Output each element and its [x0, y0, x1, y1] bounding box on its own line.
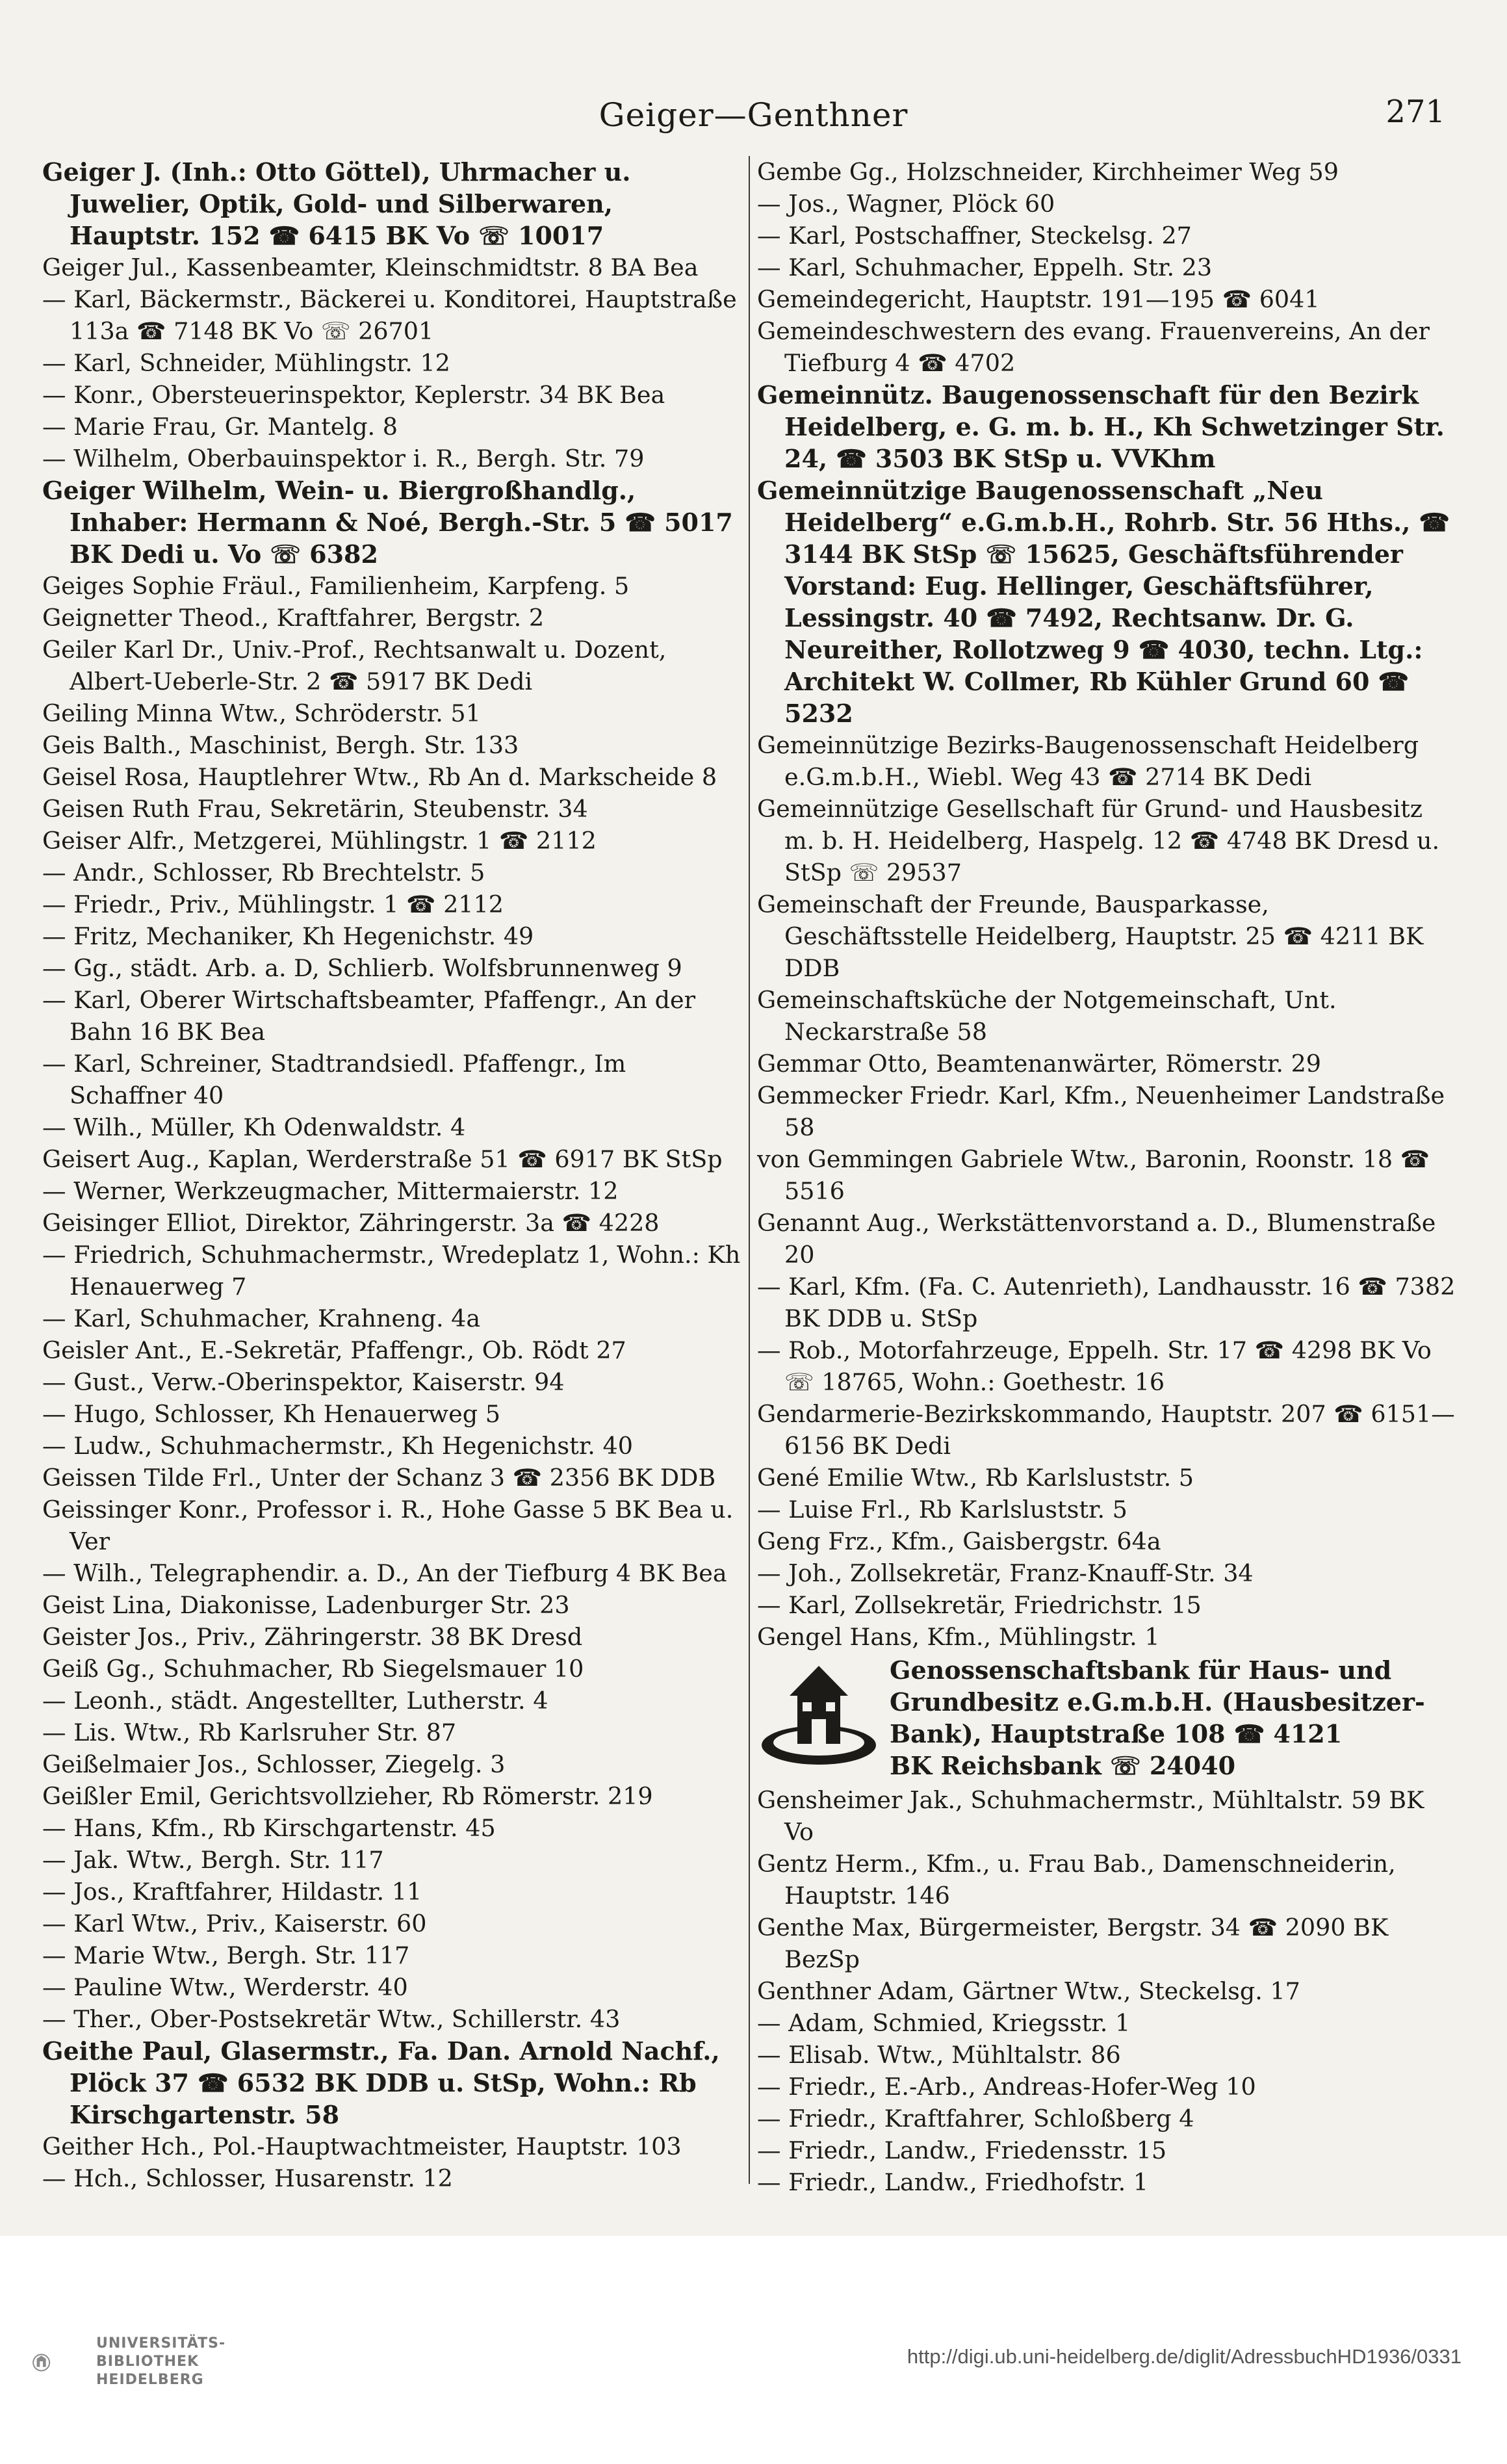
directory-entry: — Karl, Zollsekretär, Friedrichstr. 15: [757, 1591, 1202, 1619]
directory-entry: — Adam, Schmied, Kriegsstr. 1: [757, 2009, 1131, 2037]
directory-entry: Geist Lina, Diakonisse, Ladenburger Str. 23: [42, 1591, 570, 1619]
page-number: 271: [1385, 94, 1445, 130]
directory-entry: Geisler Ant., E.-Sekretär, Pfaffengr., Ob. Rödt 27: [42, 1336, 626, 1364]
directory-entry: — Marie Frau, Gr. Mantelg. 8: [42, 413, 398, 441]
directory-entry: — Karl, Schreiner, Stadtrandsiedl. Pfaffengr., Im Schaffner 40: [42, 1050, 626, 1109]
directory-entry: Gemmar Otto, Beamtenanwärter, Römerstr. 29: [757, 1050, 1322, 1078]
directory-entry: — Wilh., Telegraphendir. a. D., An der Tiefburg 4 BK Bea: [42, 1559, 727, 1587]
directory-entry: Gemeinnützige Bezirks-Baugenossenschaft Heidelberg e.G.m.b.H., Wiebl. Weg 43 ☎ 2714 BK Dedi: [757, 731, 1419, 791]
directory-entry: — Pauline Wtw., Werderstr. 40: [42, 1973, 408, 2001]
directory-entry: Gemeinnütz. Baugenossenschaft für den Bezirk Heidelberg, e. G. m. b. H., Kh Schwetzinger Str. 24, ☎ 3503 BK StSp u. VVKhm: [757, 380, 1445, 473]
directory-entry: — Karl, Oberer Wirtschaftsbeamter, Pfaffengr., An der Bahn 16 BK Bea: [42, 986, 696, 1046]
directory-entry: — Ther., Ober-Postsekretär Wtw., Schillerstr. 43: [42, 2005, 621, 2033]
directory-entry: Geng Frz., Kfm., Gaisbergstr. 64a: [757, 1527, 1161, 1555]
directory-entry: — Wilh., Müller, Kh Odenwaldstr. 4: [42, 1113, 466, 1141]
directory-entry: Geithe Paul, Glasermstr., Fa. Dan. Arnold Nachf., Plöck 37 ☎ 6532 BK DDB u. StSp, Wohn.: Rb Kirschgartenstr. 58: [42, 2036, 720, 2129]
directory-entry: Gemeindegericht, Hauptstr. 191—195 ☎ 6041: [757, 285, 1320, 313]
directory-entry: Geiger Jul., Kassenbeamter, Kleinschmidtstr. 8 BA Bea: [42, 253, 699, 281]
directory-entry: — Friedr., E.-Arb., Andreas-Hofer-Weg 10: [757, 2073, 1256, 2101]
directory-entry: Gentz Herm., Kfm., u. Frau Bab., Damenschneiderin, Hauptstr. 146: [757, 1850, 1396, 1910]
library-footer: [0, 2236, 1507, 2464]
directory-entry: Gemmecker Friedr. Karl, Kfm., Neuenheimer Landstraße 58: [757, 1082, 1445, 1141]
directory-entry: — Elisab. Wtw., Mühltalstr. 86: [757, 2041, 1121, 2069]
directory-entry: Geither Hch., Pol.-Hauptwachtmeister, Hauptstr. 103: [42, 2133, 682, 2160]
column-divider: [749, 156, 750, 2184]
directory-entry: — Friedr., Landw., Friedensstr. 15: [757, 2136, 1167, 2164]
directory-entry: — Jos., Wagner, Plöck 60: [757, 190, 1055, 218]
directory-entry: Geisen Ruth Frau, Sekretärin, Steubenstr. 34: [42, 795, 588, 823]
directory-entry: Geißler Emil, Gerichtsvollzieher, Rb Römerstr. 219: [42, 1782, 653, 1810]
directory-entry: — Jak. Wtw., Bergh. Str. 117: [42, 1846, 384, 1874]
library-logo-icon: [31, 2327, 90, 2398]
directory-entry: — Friedr., Priv., Mühlingstr. 1 ☎ 2112: [42, 890, 504, 918]
directory-entry: — Gg., städt. Arb. a. D, Schlierb. Wolfsbrunnenweg 9: [42, 954, 682, 982]
directory-entry: — Karl, Kfm. (Fa. C. Autenrieth), Landhausstr. 16 ☎ 7382 BK DDB u. StSp: [757, 1273, 1456, 1332]
directory-entry: Gemeinnützige Gesellschaft für Grund- und Hausbesitz m. b. H. Heidelberg, Haspelg. 12 ☎ 4748 BK Dresd u. StSp ☏ 29537: [757, 795, 1440, 887]
directory-entry: — Joh., Zollsekretär, Franz-Knauff-Str. 34: [757, 1559, 1254, 1587]
directory-entry: Genannt Aug., Werkstättenvorstand a. D., Blumenstraße 20: [757, 1209, 1436, 1269]
directory-entry: — Andr., Schlosser, Rb Brechtelstr. 5: [42, 859, 485, 887]
directory-entry: Geister Jos., Priv., Zähringerstr. 38 BK Dresd: [42, 1623, 583, 1651]
directory-entry: Gemeinnützige Baugenossenschaft „Neu Heidelberg“ e.G.m.b.H., Rohrb. Str. 56 Hths., ☎ 3144 BK StSp ☏ 15625, Geschäftsführender Vorstand: Eug. Hellinger, Geschäftsführer, Lessingstr. 40 ☎ 7492, Rechtsanw. Dr. G. Neureither, Rollotzweg 9 ☎ 4030, techn. Ltg.: Architekt W. Collmer, Rb Kühler Grund 60 ☎ 5232: [757, 476, 1450, 728]
directory-entry: Genthner Adam, Gärtner Wtw., Steckelsg. 17: [757, 1977, 1300, 2005]
directory-entry: Gengel Hans, Kfm., Mühlingstr. 1: [757, 1623, 1160, 1651]
directory-entry: Gembe Gg., Holzschneider, Kirchheimer Weg 59: [757, 158, 1339, 186]
directory-entry: Geissen Tilde Frl., Unter der Schanz 3 ☎ 2356 BK DDB: [42, 1464, 716, 1492]
directory-entry: Geiger J. (Inh.: Otto Göttel), Uhrmacher u. Juwelier, Optik, Gold- und Silberwaren, Hauptstr. 152 ☎ 6415 BK Vo ☏ 10017: [42, 157, 631, 250]
directory-entry: — Karl, Schuhmacher, Krahneng. 4a: [42, 1304, 481, 1332]
directory-entry: — Hans, Kfm., Rb Kirschgartenstr. 45: [42, 1814, 496, 1842]
directory-entry: — Fritz, Mechaniker, Kh Hegenichstr. 49: [42, 922, 534, 950]
directory-entry: — Karl Wtw., Priv., Kaiserstr. 60: [42, 1910, 427, 1938]
directory-entry: — Karl, Postschaffner, Steckelsg. 27: [757, 222, 1192, 250]
bank-name: Genossenschaftsbank für Haus- und Grundbesitz e.G.m.b.H. (Hausbesitzer-Bank), Hauptstraße 108 ☎ 4121: [890, 1655, 1425, 1748]
directory-entry: Geisel Rosa, Hauptlehrer Wtw., Rb An d. Markscheide 8: [42, 763, 717, 791]
directory-entry: Geiling Minna Wtw., Schröderstr. 51: [42, 699, 481, 727]
directory-entry: Gendarmerie-Bezirkskommando, Hauptstr. 207 ☎ 6151—6156 BK Dedi: [757, 1400, 1455, 1460]
source-url[interactable]: http://digi.ub.uni-heidelberg.de/diglit/AdressbuchHD1936/0331: [907, 2345, 1462, 2368]
directory-entry: Gemeindeschwestern des evang. Frauenvereins, An der Tiefburg 4 ☎ 4702: [757, 317, 1430, 377]
directory-entry: — Luise Frl., Rb Karlsluststr. 5: [757, 1496, 1127, 1524]
directory-entry: Geiger Wilhelm, Wein- u. Biergroßhandlg., Inhaber: Hermann & Noé, Bergh.-Str. 5 ☎ 5017 BK Dedi u. Vo ☏ 6382: [42, 476, 733, 569]
directory-entry: — Rob., Motorfahrzeuge, Eppelh. Str. 17 ☎ 4298 BK Vo ☏ 18765, Wohn.: Goethestr. 16: [757, 1336, 1432, 1396]
right-column: [757, 156, 1458, 2197]
directory-entry: Geißelmaier Jos., Schlosser, Ziegelg. 3: [42, 1750, 506, 1778]
directory-entry: Geiges Sophie Fräul., Familienheim, Karpfeng. 5: [42, 572, 630, 600]
library-name-line2: BIBLIOTHEK: [96, 2354, 200, 2370]
directory-entry: — Ludw., Schuhmachermstr., Kh Hegenichstr. 40: [42, 1432, 633, 1460]
directory-entry: Gemeinschaftsküche der Notgemeinschaft, Unt. Neckarstraße 58: [757, 986, 1337, 1046]
directory-entry: — Karl, Schuhmacher, Eppelh. Str. 23: [757, 253, 1213, 281]
directory-entry: — Jos., Kraftfahrer, Hildastr. 11: [42, 1878, 422, 1906]
library-name: [96, 2335, 225, 2389]
directory-entry: Genthe Max, Bürgermeister, Bergstr. 34 ☎ 2090 BK BezSp: [757, 1913, 1389, 1973]
directory-entry: — Wilhelm, Oberbauinspektor i. R., Bergh. Str. 79: [42, 445, 645, 473]
library-name-line1: UNIVERSITÄTS-: [96, 2335, 226, 2352]
directory-entry: — Hch., Schlosser, Husarenstr. 12: [42, 2164, 453, 2192]
directory-entry: Geisinger Elliot, Direktor, Zähringerstr. 3a ☎ 4228: [42, 1209, 660, 1237]
directory-entry: [42, 2194, 745, 2197]
directory-entry: Geis Balth., Maschinist, Bergh. Str. 133: [42, 731, 519, 759]
directory-entry: — Lis. Wtw., Rb Karlsruher Str. 87: [42, 1718, 457, 1746]
directory-entry: Gené Emilie Wtw., Rb Karlsluststr. 5: [757, 1464, 1194, 1492]
page-header: [0, 90, 1507, 142]
directory-entry: — Konr., Obersteuerinspektor, Keplerstr. 34 BK Bea: [42, 381, 665, 409]
directory-entry: — Karl, Bäckermstr., Bäckerei u. Konditorei, Hauptstraße 113a ☎ 7148 BK Vo ☏ 26701: [42, 285, 737, 345]
directory-entry: Geissinger Konr., Professor i. R., Hohe Gasse 5 BK Bea u. Ver: [42, 1496, 734, 1555]
directory-entry: — Hugo, Schlosser, Kh Henauerweg 5: [42, 1400, 500, 1428]
right-column-entries-top: [757, 156, 1458, 1653]
directory-entry: — Friedrich, Schuhmachermstr., Wredeplatz 1, Wohn.: Kh Henauerweg 7: [42, 1241, 741, 1301]
directory-entry: — Karl, Schneider, Mühlingstr. 12: [42, 349, 450, 377]
directory-entry: — Marie Wtw., Bergh. Str. 117: [42, 1941, 410, 1969]
bank-advertisement: [757, 1654, 1458, 1782]
directory-entry: Geisert Aug., Kaplan, Werderstraße 51 ☎ 6917 BK StSp: [42, 1145, 723, 1173]
house-logo-icon: [757, 1654, 881, 1769]
directory-entry: Geignetter Theod., Kraftfahrer, Bergstr. 2: [42, 604, 545, 632]
right-column-entries-bottom: [757, 1784, 1458, 2197]
directory-entry: Geiser Alfr., Metzgerei, Mühlingstr. 1 ☎ 2112: [42, 827, 597, 855]
directory-entry: Gensheimer Jak., Schuhmachermstr., Mühltalstr. 59 BK Vo: [757, 1786, 1424, 1846]
directory-entry: von Gemmingen Gabriele Wtw., Baronin, Roonstr. 18 ☎ 5516: [757, 1145, 1430, 1205]
directory-entry: — Werner, Werkzeugmacher, Mittermaierstr. 12: [42, 1177, 619, 1205]
directory-entry: Gemeinschaft der Freunde, Bausparkasse, Geschäftsstelle Heidelberg, Hauptstr. 25 ☎ 4211 BK DDB: [757, 890, 1424, 982]
directory-entry: Geiler Karl Dr., Univ.-Prof., Rechtsanwalt u. Dozent, Albert-Ueberle-Str. 2 ☎ 5917 BK Dedi: [42, 636, 667, 695]
library-name-line3: HEIDELBERG: [96, 2372, 204, 2388]
directory-entry: — Leonh., städt. Angestellter, Lutherstr. 4: [42, 1687, 548, 1715]
directory-entry: — Friedr., Landw., Friedhofstr. 1: [757, 2168, 1149, 2196]
directory-entry: Geiß Gg., Schuhmacher, Rb Siegelsmauer 10: [42, 1655, 584, 1683]
running-title: Geiger—Genthner: [599, 96, 908, 134]
directory-entry: — Gust., Verw.-Oberinspektor, Kaiserstr. 94: [42, 1368, 565, 1396]
left-column: [42, 156, 745, 2197]
directory-entry: — Friedr., Kraftfahrer, Schloßberg 4: [757, 2105, 1194, 2133]
bank-details: BK Reichsbank ☏ 24040: [890, 1751, 1236, 1780]
